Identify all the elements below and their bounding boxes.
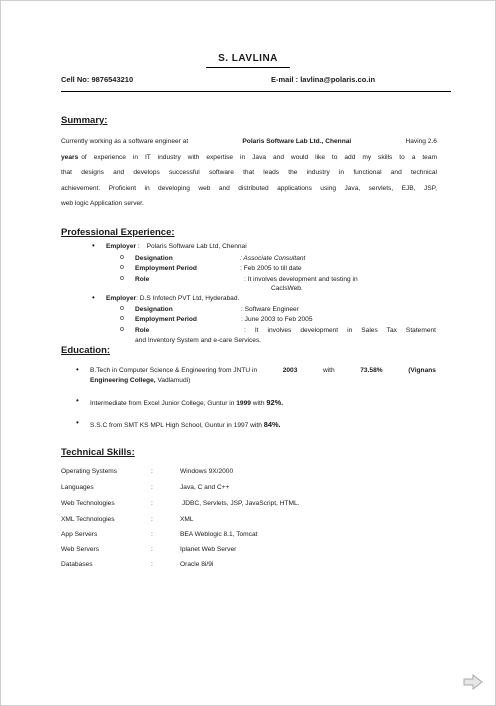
skill-value: XML: [180, 516, 194, 523]
summary-line: [61, 134, 437, 150]
role-label: Role: [135, 276, 150, 283]
employer-label: Employer: [106, 295, 137, 302]
summary-line: achievement. Proficient in developing web and distributed applications using Java, servlets, EJB, JSP,: [61, 184, 437, 192]
experience-heading: Professional Experience:: [61, 227, 175, 238]
designation-value: : Associate Consultant: [240, 255, 306, 262]
skill-value: Java, C and C++: [180, 484, 230, 491]
education-item: [90, 420, 281, 429]
education-text: S.S.C from SMT KS MPL High School, Guntur in 1997 with: [90, 422, 262, 429]
employer-line: [106, 295, 239, 302]
education-year: 2003: [282, 367, 298, 374]
summary-text: Having 2.6: [405, 138, 437, 145]
email-value: lavlina@polaris.co.in: [300, 75, 376, 84]
cell-number: [61, 75, 133, 84]
employer-value: D.S Infotech PVT Ltd, Hyderabad.: [139, 295, 240, 302]
skill-separator: :: [151, 561, 153, 568]
education-text: B.Tech in Computer Science & Engineering from JNTU in: [90, 367, 258, 374]
skill-separator: :: [151, 468, 153, 475]
employer-label: Employer: [106, 243, 137, 250]
designation-value: : Software Engineer: [241, 306, 299, 313]
skill-label: Operating Systems: [61, 468, 118, 475]
skill-label: Languages: [61, 484, 94, 491]
period-label: Employment Period: [135, 265, 197, 272]
education-institute: Engineering College,: [90, 377, 156, 384]
employer-value: Polaris Software Lab Ltd, Chennai: [146, 243, 247, 250]
role-value: : It involves development in Sales Tax Statement: [244, 327, 436, 334]
name-underline: [206, 67, 290, 68]
arrow-right-icon[interactable]: [462, 674, 484, 690]
education-item: [90, 398, 283, 407]
summary-paragraph: [61, 134, 437, 212]
education-heading: Education:: [61, 345, 111, 356]
period-label: Employment Period: [135, 316, 197, 323]
sub-bullet-icon: o: [120, 326, 124, 333]
education-item-cont: [90, 377, 190, 384]
skill-separator: :: [151, 500, 153, 507]
education-score: 73.58%: [360, 367, 383, 374]
skill-separator: :: [151, 531, 153, 538]
skill-value: Iplanet Web Server: [180, 546, 237, 553]
employer-separator: :: [136, 295, 138, 302]
summary-text: Currently working as a software engineer at: [61, 138, 189, 145]
bullet-icon: •: [76, 418, 79, 427]
sub-bullet-icon: o: [120, 275, 124, 282]
summary-employer: Polaris Software Lab Ltd., Chennai: [242, 138, 352, 145]
bullet-icon: •: [92, 293, 95, 302]
sub-bullet-icon: o: [120, 305, 124, 312]
email-label: E-mail :: [271, 75, 299, 84]
summary-line: web logic Application server.: [61, 200, 144, 207]
cell-label: Cell No:: [61, 75, 90, 84]
education-item: [90, 367, 436, 374]
education-score: 92%.: [266, 398, 284, 407]
role-value: and Inventory System and e-care Services.: [135, 337, 262, 344]
sub-bullet-icon: o: [120, 254, 124, 261]
employer-separator: :: [137, 243, 140, 250]
summary-years: years: [61, 153, 79, 161]
summary-line: [61, 150, 437, 166]
skill-value: JDBC, Servlets, JSP, JavaScript, HTML.: [182, 500, 300, 507]
education-text: Intermediate from Excel Junior College, Guntur in: [90, 400, 235, 407]
skill-label: Web Technologies: [61, 500, 115, 507]
employer-line: [106, 243, 247, 250]
designation-label: Designation: [135, 255, 173, 262]
period-value: : June 2003 to Feb 2005: [241, 316, 313, 323]
role-value: : It involves development and testing in: [244, 276, 358, 283]
education-text: with: [322, 367, 335, 374]
skill-label: XML Technologies: [61, 516, 115, 523]
period-value: : Feb 2005 to till date: [240, 265, 302, 272]
role-label: Role: [135, 327, 150, 334]
skill-value: Windows 9X/2000: [180, 468, 234, 475]
summary-text: of experience in IT industry with expertise in Java and would like to add my skills to a team: [81, 153, 437, 161]
email-address: [271, 75, 375, 84]
sub-bullet-icon: o: [120, 264, 124, 271]
summary-heading: Summary:: [61, 115, 108, 126]
skill-label: App Servers: [61, 531, 98, 538]
education-year: 1999: [236, 400, 251, 407]
header-divider: [61, 91, 451, 92]
education-institute: (Vignans: [408, 367, 436, 374]
sub-bullet-icon: o: [120, 315, 124, 322]
designation-label: Designation: [135, 306, 173, 313]
skill-label: Web Servers: [61, 546, 99, 553]
education-text: Vadlamudi): [157, 377, 191, 384]
bullet-icon: •: [76, 365, 79, 374]
bullet-icon: •: [76, 396, 79, 405]
skill-separator: :: [151, 484, 153, 491]
skill-value: BEA Weblogic 8.1, Tomcat: [180, 531, 258, 538]
education-text: with: [252, 400, 265, 407]
skills-heading: Technical Skills:: [61, 447, 135, 458]
skill-label: Databases: [61, 561, 93, 568]
education-score: 84%.: [263, 420, 281, 429]
skill-value: Oracle 8i/9i: [180, 561, 214, 568]
skill-separator: :: [151, 516, 153, 523]
skill-separator: :: [151, 546, 153, 553]
bullet-icon: •: [92, 241, 95, 250]
role-value: CaclsWeb.: [271, 285, 303, 292]
summary-line: that designs and develops successful software that leads the industry in functional and technical: [61, 169, 437, 176]
candidate-name: S. LAVLINA: [218, 53, 278, 64]
cell-value: 9876543210: [91, 75, 134, 84]
